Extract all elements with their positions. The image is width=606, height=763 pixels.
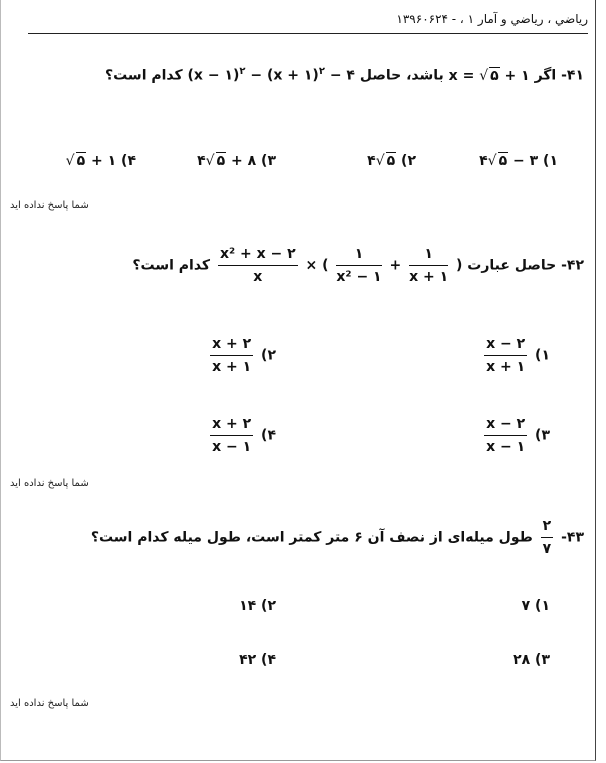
math-term: + ۸ [231, 153, 257, 169]
fraction-denominator: x [253, 269, 263, 285]
fraction [336, 246, 381, 285]
radical-icon: √ [479, 67, 489, 84]
math-var: x [448, 67, 458, 84]
math-radicand: ۵ [386, 153, 396, 169]
question-43-stem [91, 518, 584, 557]
fraction [210, 416, 253, 455]
answer-status: شما پاسخ نداده اید [10, 698, 89, 709]
option-label: ۲) [261, 347, 276, 364]
math-paren: ( [322, 257, 329, 274]
option-value: ۷ [521, 598, 531, 614]
fraction-numerator: x + ۲ [210, 416, 253, 436]
math-radicand: ۵ [498, 153, 508, 169]
fraction-numerator: x + ۲ [210, 336, 253, 356]
fraction-denominator: x − ۱ [486, 439, 526, 455]
option-4[interactable] [207, 416, 276, 455]
option-math [66, 152, 117, 169]
math-coef: ۴ [197, 153, 206, 169]
option-label: ۳) [261, 153, 276, 169]
question-text: طول میله‌ای از نصف آن ۶ متر کمتر است، طول میله کدام است؟ [90, 529, 533, 546]
option-value: ۲۸ [513, 652, 531, 668]
option-2[interactable] [239, 598, 276, 614]
fraction-numerator: ۱ [409, 246, 448, 266]
math-radicand: ۵ [490, 67, 499, 84]
option-2[interactable] [207, 336, 276, 375]
fraction [484, 416, 527, 455]
question-text: کدام است؟ [132, 257, 211, 274]
option-label: ۲) [401, 153, 416, 169]
option-4[interactable] [66, 152, 136, 169]
fraction [210, 336, 253, 375]
fraction-numerator: ۲ [541, 518, 554, 538]
math-expression [188, 66, 355, 84]
math-operator: − [250, 67, 263, 84]
fraction-denominator: x + ۱ [212, 359, 252, 375]
answer-status: شما پاسخ نداده اید [10, 200, 89, 211]
math-term: + ۱ [91, 153, 117, 169]
option-label: ۱) [535, 598, 550, 614]
math-term: − ۴ [329, 67, 355, 84]
option-label: ۴) [261, 427, 276, 444]
question-text: باشد، حاصل [359, 67, 444, 84]
math-radicand: ۵ [76, 153, 86, 169]
math-exponent: ۲ [318, 66, 325, 77]
fraction-denominator: x − ۱ [212, 439, 252, 455]
option-label: ۳) [535, 427, 550, 444]
question-number: ۴۳- [561, 529, 584, 546]
math-term: + ۱ [504, 67, 530, 84]
fraction-numerator: x − ۲ [484, 416, 527, 436]
radical-icon: √ [487, 153, 497, 169]
math-condition [449, 67, 530, 84]
fraction-denominator: x + ۱ [409, 269, 449, 285]
option-4[interactable] [239, 652, 276, 668]
option-3[interactable] [513, 652, 550, 668]
answer-status: شما پاسخ نداده اید [10, 478, 89, 489]
fraction [541, 518, 554, 557]
math-operator: + [389, 257, 402, 274]
option-label: ۱) [543, 153, 558, 169]
option-label: ۳) [535, 652, 550, 668]
option-3[interactable] [481, 416, 550, 455]
fraction-denominator: x + ۱ [486, 359, 526, 375]
option-math [479, 152, 538, 169]
question-text: اگر [534, 67, 557, 84]
option-value: ۱۴ [239, 598, 257, 614]
fraction [409, 246, 448, 285]
radical-icon: √ [65, 153, 75, 169]
option-label: ۱) [535, 347, 550, 364]
fraction [218, 246, 298, 285]
math-paren: ) [456, 257, 463, 274]
option-2[interactable] [367, 152, 416, 169]
fraction-denominator: x² − ۱ [336, 269, 382, 285]
fraction-numerator: ۱ [336, 246, 381, 266]
math-coef: ۴ [479, 153, 488, 169]
fraction-numerator: x² + x − ۲ [218, 246, 298, 266]
option-label: ۴) [121, 153, 136, 169]
fraction [484, 336, 527, 375]
fraction-numerator: x − ۲ [484, 336, 527, 356]
question-number: ۴۲- [561, 257, 584, 274]
question-42-stem [132, 246, 584, 285]
radical-icon: √ [205, 153, 215, 169]
math-exponent: ۲ [239, 66, 246, 77]
option-1[interactable] [481, 336, 550, 375]
fraction-denominator: ۷ [542, 541, 552, 557]
option-label: ۲) [261, 598, 276, 614]
question-text: حاصل عبارت [467, 257, 557, 274]
option-1[interactable] [522, 598, 550, 614]
option-math [367, 152, 396, 169]
option-value: ۴۲ [239, 652, 257, 668]
math-term: (x − ۱) [187, 67, 240, 84]
option-1[interactable] [479, 152, 558, 169]
option-label: ۴) [261, 652, 276, 668]
math-operator: × [305, 257, 318, 274]
page-header [28, 8, 588, 34]
math-coef: ۴ [367, 153, 376, 169]
question-text: کدام است؟ [104, 67, 183, 84]
math-expression [215, 246, 462, 285]
math-radicand: ۵ [216, 153, 226, 169]
math-term: (x + ۱) [266, 67, 319, 84]
option-3[interactable] [197, 152, 276, 169]
math-term: − ۳ [513, 153, 539, 169]
option-math [197, 152, 256, 169]
radical-icon: √ [375, 153, 385, 169]
math-equals: = [462, 67, 475, 84]
header-title: رياضي ، رياضي و آمار ۱ ، - ۱۳۹۶۰۶۲۴ [396, 12, 588, 26]
question-41-stem [105, 66, 584, 84]
question-number: ۴۱- [561, 67, 584, 84]
